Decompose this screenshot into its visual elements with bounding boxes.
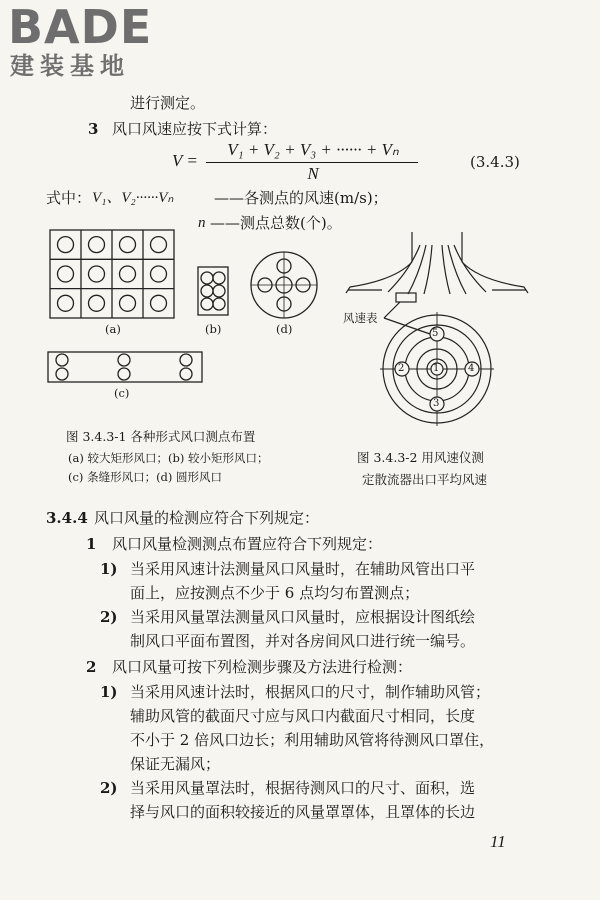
figure1-caption-line3: (c) 条缝形风口；(d) 圆形风口 (68, 470, 223, 484)
formula-equation-number: (3.4.3) (470, 153, 520, 171)
logo-mark: BADE (8, 0, 153, 54)
sub-1-item-2-line-2: 制风口平面布置图，并对各房间风口进行统一编号。 (130, 632, 476, 650)
formula-denominator: N (307, 164, 319, 183)
sub-1-item-1-line-2: 面上，应按测点不少于 6 点均匀布置测点； (130, 584, 420, 602)
fig2-point-1: 1 (433, 363, 440, 374)
sub-1-item-2-number: 2) (100, 608, 118, 626)
fig2-point-2: 2 (398, 363, 405, 374)
fig-d-label: (d) (276, 322, 293, 336)
figure2-caption-line1: 图 3.4.3-2 用风速仪测 (357, 450, 484, 465)
intro-line: 进行测定。 (130, 94, 206, 112)
formula-numerator: V₁ + V₂ + V₃ + ······ + Vₙ (227, 140, 399, 159)
figure1-caption-line2: (a) 较大矩形风口；(b) 较小矩形风口； (68, 451, 269, 465)
where-prefix: 式中： (46, 189, 92, 207)
sub-1-number: 1 (86, 535, 97, 553)
where-desc-1: ——各测点的风速(m/s)； (214, 189, 388, 207)
sub-1-text: 风口风量检测测点布置应符合下列规定： (112, 535, 383, 553)
fig-a-label: (a) (105, 322, 121, 336)
sub-2-item-1-line-1: 当采用风速计法时，根据风口的尺寸，制作辅助风管； (130, 683, 491, 701)
sub-2-item-1-line-4: 保证无漏风； (130, 755, 221, 773)
fig-b-label: (b) (205, 322, 222, 336)
section-title: 风口风量的检测应符合下列规定： (94, 509, 320, 527)
sub-2-item-1-line-3: 不小于 2 倍风口边长；利用辅助风管将待测风口罩住， (130, 731, 495, 749)
fig-c-label: (c) (114, 386, 130, 400)
sub-1-item-1-line-1: 当采用风速计法测量风口风量时，在辅助风管出口平 (130, 560, 476, 578)
sub-2-text: 风口风量可按下列检测步骤及方法进行检测： (112, 658, 413, 676)
sub-2-item-2-line-1: 当采用风量罩法时，根据待测风口的尺寸、面积，选 (130, 779, 476, 797)
logo-subtitle: 建装基地 (10, 52, 130, 80)
fig2-point-5: 5 (432, 328, 439, 339)
figure2-caption-line2: 定散流器出口平均风速 (362, 472, 488, 487)
fig2-meter-label: 风速表 (343, 311, 378, 325)
where-symbols: V₁、V₂······Vₙ (92, 190, 174, 206)
fig2-point-4: 4 (468, 363, 475, 374)
sub-2-item-1-line-2: 辅助风管的截面尺寸应与风口内截面尺寸相同，长度 (130, 707, 476, 725)
sub-2-item-2-line-2: 择与风口的面积较接近的风量罩罩体，且罩体的长边 (130, 803, 476, 821)
where-n-symbol: n (198, 215, 206, 231)
sub-2-item-1-number: 1) (100, 683, 118, 701)
figure1-caption-title: 图 3.4.3-1 各种形式风口测点布置 (66, 429, 256, 444)
sub-1-item-1-number: 1) (100, 560, 118, 578)
where-desc-2: ——测点总数(个)。 (210, 214, 342, 232)
section-number: 3.4.4 (46, 509, 88, 527)
item-3-text: 风口风速应按下式计算： (112, 120, 278, 138)
page-number: 11 (490, 832, 506, 851)
formula-lhs: V = (172, 151, 198, 170)
sub-1-item-2-line-1: 当采用风量罩法测量风口风量时，应根据设计图纸绘 (130, 608, 476, 626)
fig2-point-3: 3 (433, 398, 440, 409)
sub-2-number: 2 (86, 658, 97, 676)
item-3-number: 3 (88, 120, 99, 138)
sub-2-item-2-number: 2) (100, 779, 118, 797)
